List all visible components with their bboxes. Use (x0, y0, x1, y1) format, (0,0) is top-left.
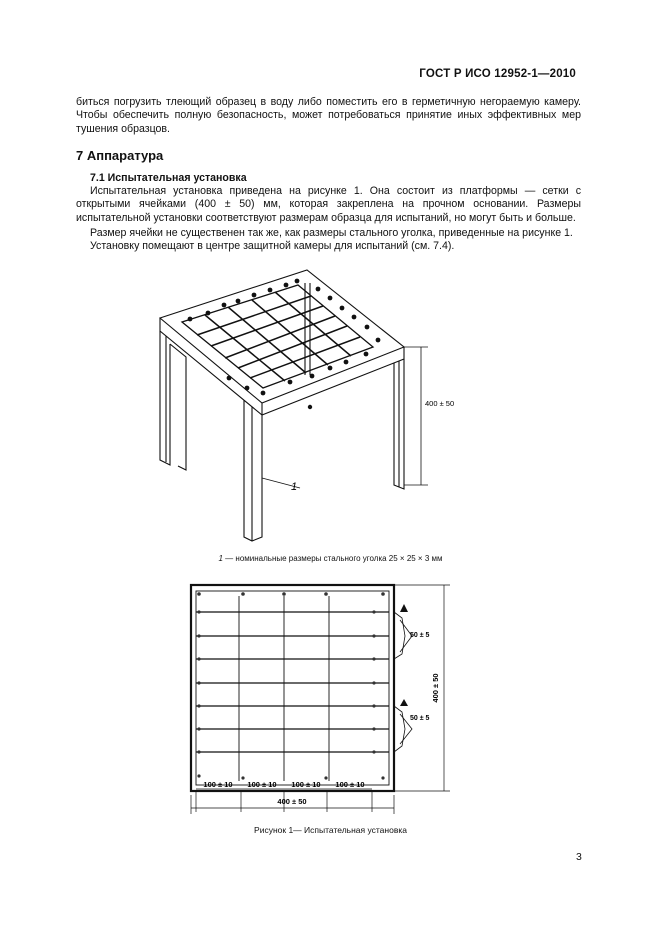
figure-note (0, 554, 661, 563)
note-number: 1 (218, 554, 223, 563)
standard-code-header: ГОСТ Р ИСО 12952-1—2010 (419, 68, 576, 80)
height-dimension-label: 400 ± 50 (425, 399, 455, 408)
cell-dim-label-4: 100 ± 10 (335, 780, 365, 789)
page-number: 3 (576, 851, 582, 863)
figure-caption: Рисунок 1— Испытательная установка (254, 825, 407, 835)
plan-outer-frame (191, 585, 394, 791)
height-dim-label-plan: 400 ± 50 (431, 673, 440, 703)
test-rig-plan-drawing (180, 575, 460, 825)
section-heading: 7 Аппаратура (76, 148, 164, 163)
cell-dim-label-2: 100 ± 10 (247, 780, 277, 789)
paragraph-2: Размер ячейки не существенен так же, как размеры стального уголка, приведенные на рисунке 1. (90, 227, 573, 239)
spacing-label-2: 50 ± 5 (410, 715, 430, 722)
callout-number: 1 (291, 481, 298, 493)
cell-dim-label-3: 100 ± 10 (291, 780, 321, 789)
cell-dim-label-1: 100 ± 10 (203, 780, 233, 789)
width-dim-label: 400 ± 50 (277, 797, 307, 806)
intro-paragraph: биться погрузить тлеющий образец в воду либо поместить его в герметичную негораемую камеру. Чтобы обеспечить полную безопасность, может потребоваться принятие иных эффективных мер тушения образцов. (76, 96, 581, 135)
spacing-label-1: 50 ± 5 (410, 632, 430, 639)
note-text: — номинальные размеры стального уголка 25 × 25 × 3 мм (222, 554, 443, 563)
paragraph-3: Установку помещают в центре защитной камеры для испытаний (см. 7.4). (90, 240, 455, 252)
subsection-heading: 7.1 Испытательная установка (90, 172, 247, 184)
paragraph-1: Испытательная установка приведена на рисунке 1. Она состоит из платформы — сетки с открытыми ячейками (400 ± 50) мм, которая закреплена на прочном основании. Размеры испытательной установки соответствуют размерам образца для испытаний, но могут быть и больше. (76, 185, 581, 224)
test-rig-isometric-drawing (150, 262, 490, 550)
